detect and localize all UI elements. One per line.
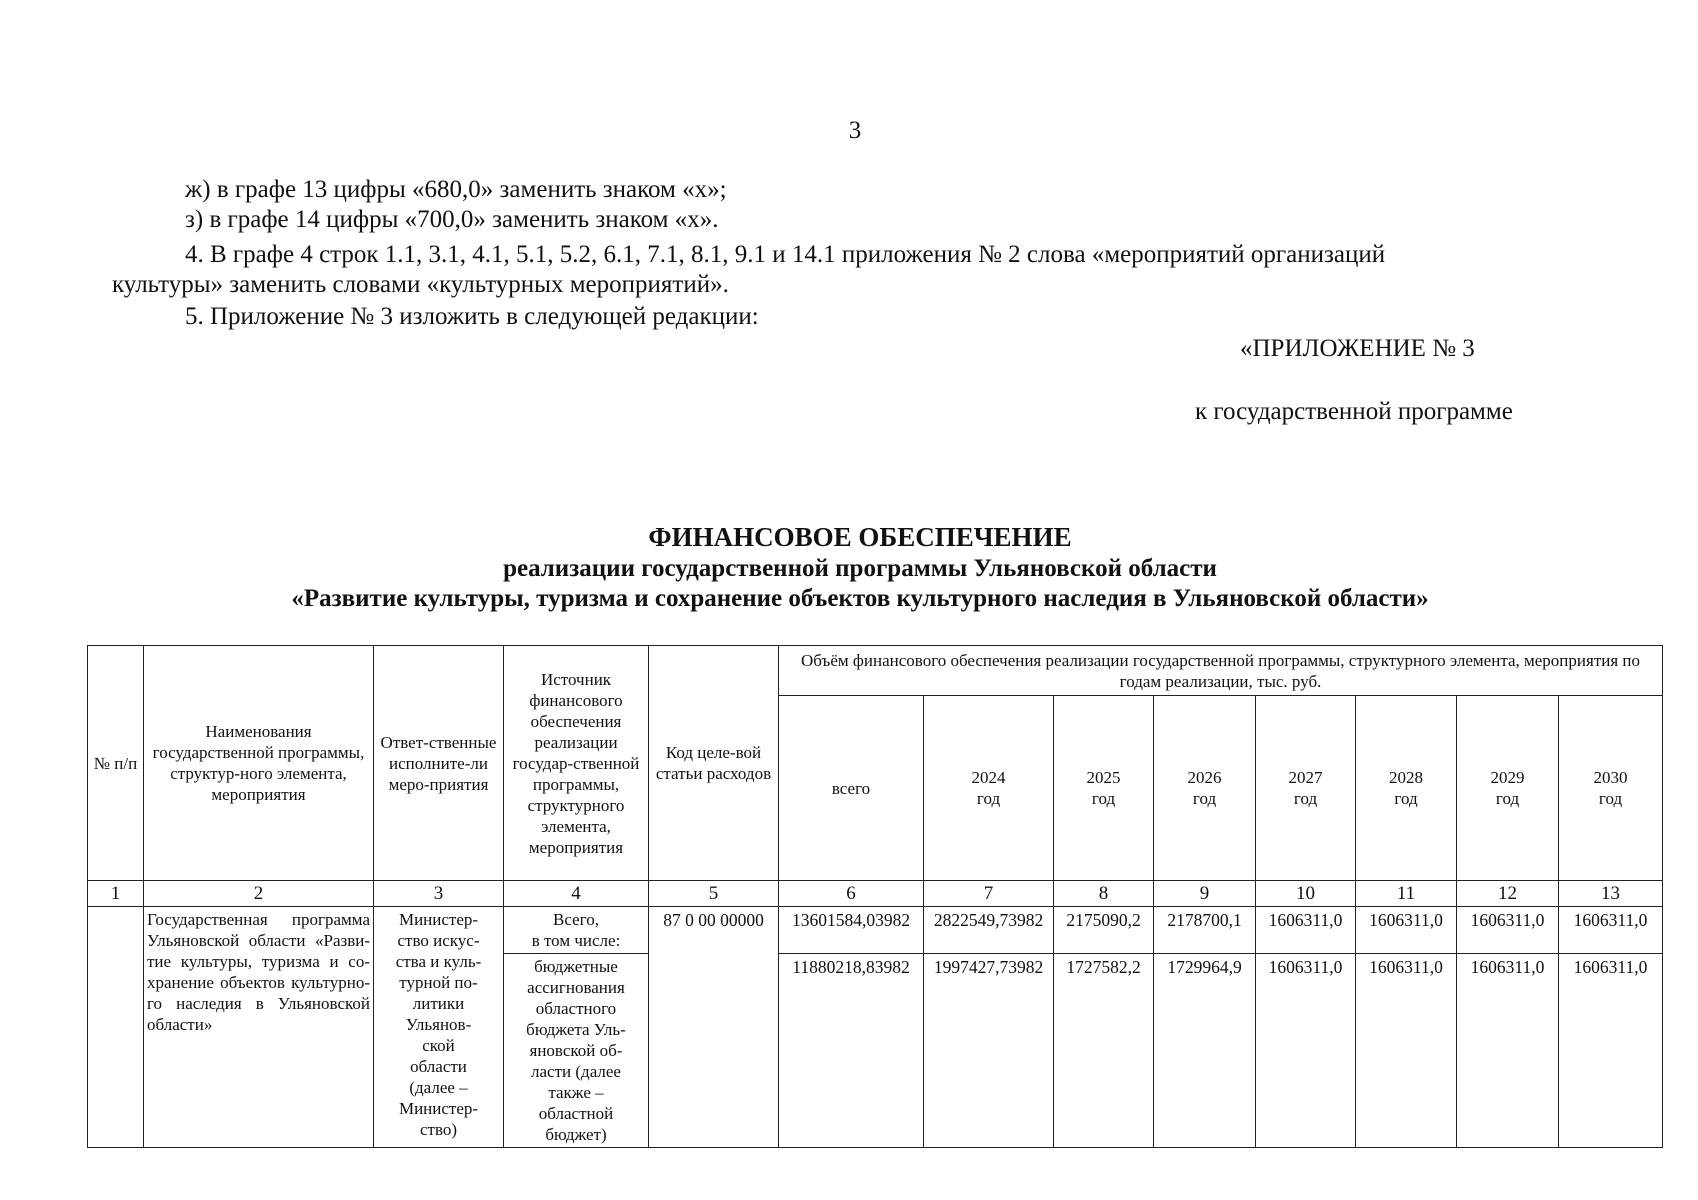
column-number: 8 [1054,881,1154,907]
value-cell: 1606311,0 [1356,954,1457,1148]
column-number: 1 [88,881,144,907]
page-number: 3 [848,117,862,144]
col-header-year: 2030 год [1559,696,1663,881]
value-cell: 2178700,1 [1154,907,1256,954]
program-name-cell: Государственная программа Ульяновской области «Разви-тие культуры, туризма и со-хранение объектов культурно-го наследия в Ульяновской области» [144,907,374,1148]
col-header-year: 2026 год [1154,696,1256,881]
column-number: 12 [1457,881,1559,907]
heading-subtitle: реализации государственной программы Ульяновской области [503,555,1217,582]
value-cell: 1606311,0 [1559,954,1663,1148]
col-header-year: 2025 год [1054,696,1154,881]
program-num-cell [88,907,144,1148]
col-header-executor: Ответ-ственные исполните-ли меро-приятия [374,646,504,881]
column-number: 2 [144,881,374,907]
col-header-total: всего [779,696,924,881]
value-cell: 1606311,0 [1256,954,1356,1148]
value-cell: 1606311,0 [1356,907,1457,954]
header-row-top [88,646,1663,696]
value-total: 11880218,83982 [779,954,924,1148]
column-number: 5 [649,881,779,907]
appendix-title: «ПРИЛОЖЕНИЕ № 3 [1240,335,1475,362]
paragraph-5: 5. Приложение № 3 изложить в следующей редакции: [185,303,759,330]
column-number: 3 [374,881,504,907]
value-cell: 1727582,2 [1054,954,1154,1148]
value-cell: 2822549,73982 [924,907,1054,954]
value-cell: 1606311,0 [1457,907,1559,954]
value-cell: 1606311,0 [1256,907,1356,954]
col-header-code: Код целе-вой статьи расходов [649,646,779,881]
col-header-year: 2029 год [1457,696,1559,881]
column-number-row [88,881,1663,907]
column-number: 6 [779,881,924,907]
program-executor-cell: Министер- ство искус- ства и куль- турной по- литики Ульянов- ской области (далее – Министер- ство) [374,907,504,1148]
column-number: 9 [1154,881,1256,907]
col-header-year: 2028 год [1356,696,1457,881]
col-header-year: 2024 год [924,696,1054,881]
col-header-source: Источник финансового обеспечения реализации государ-ственной программы, структурного элемента, мероприятия [504,646,649,881]
value-cell: 1606311,0 [1457,954,1559,1148]
col-header-year: 2027 год [1256,696,1356,881]
value-total: 13601584,03982 [779,907,924,954]
heading-program-name: «Развитие культуры, туризма и сохранение объектов культурного наследия в Ульяновской области» [291,585,1429,612]
financing-table [87,645,1663,1148]
program-code-cell: 87 0 00 00000 [649,907,779,1148]
value-cell: 1729964,9 [1154,954,1256,1148]
column-number: 4 [504,881,649,907]
col-header-volume-group: Объём финансового обеспечения реализации государственной программы, структурного элемента, мероприятия по годам реализации, тыс. руб. [779,646,1663,696]
column-number: 13 [1559,881,1663,907]
column-number: 11 [1356,881,1457,907]
paragraph-zh: ж) в графе 13 цифры «680,0» заменить знаком «х»; [185,176,727,203]
paragraph-4-line2: культуры» заменить словами «культурных мероприятий». [112,271,729,298]
appendix-subtitle: к государственной программе [1195,398,1513,425]
col-header-num: № п/п [88,646,144,881]
column-number: 7 [924,881,1054,907]
value-cell: 1606311,0 [1559,907,1663,954]
column-number: 10 [1256,881,1356,907]
heading-title: ФИНАНСОВОЕ ОБЕСПЕЧЕНИЕ [648,522,1072,552]
paragraph-4-line1: 4. В графе 4 строк 1.1, 3.1, 4.1, 5.1, 5.2, 6.1, 7.1, 8.1, 9.1 и 14.1 приложения № 2 слова «мероприятий организаций [185,241,1386,268]
source-cell-budget: бюджетные ассигнования областного бюджета Уль- яновской об- ласти (далее также – областной бюджет) [504,954,649,1148]
value-cell: 1997427,73982 [924,954,1054,1148]
col-header-name: Наименования государственной программы, структур-ного элемента, мероприятия [144,646,374,881]
table-row-total [88,907,1663,954]
value-cell: 2175090,2 [1054,907,1154,954]
source-cell-total: Всего, в том числе: [504,907,649,954]
paragraph-z: з) в графе 14 цифры «700,0» заменить знаком «х». [185,206,719,233]
